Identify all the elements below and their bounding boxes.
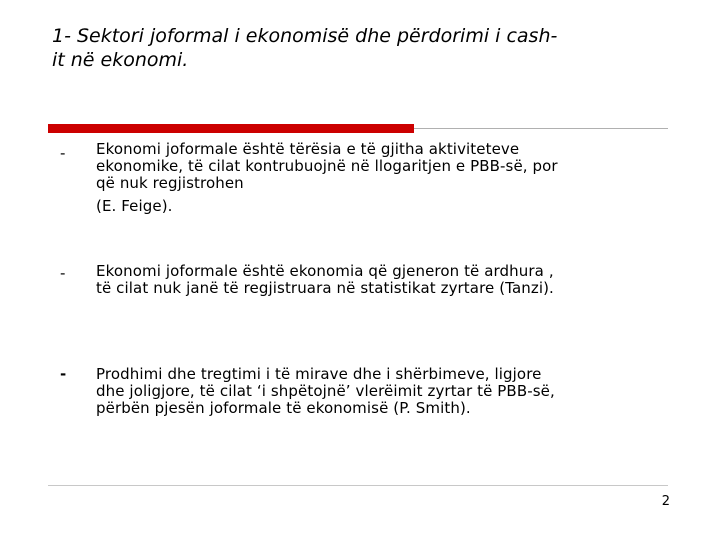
footer-divider: [48, 485, 668, 486]
definition-item-3: [96, 366, 686, 417]
item-3-line-2: dhe joligjore, të cilat ‘i shpëtojnë’ vlerëimit zyrtar të PBB-së,: [96, 382, 555, 400]
title-underline-gray: [414, 128, 668, 129]
item-2-line-1: Ekonomi joformale është ekonomia që gjeneron të ardhura ,: [96, 262, 554, 280]
definition-item-1: [96, 141, 686, 215]
slide-title: [52, 24, 682, 72]
bullet-dash-3: -: [60, 365, 67, 383]
item-2-line-2: të cilat nuk janë të regjistruara në statistikat zyrtare (Tanzi).: [96, 279, 554, 297]
page-number: 2: [661, 494, 670, 509]
title-line-2: it në ekonomi.: [52, 49, 189, 71]
bullet-dash-1: -: [60, 144, 66, 162]
item-1-line-2: ekonomike, të cilat kontrubuojnë në llogaritjen e PBB-së, por: [96, 157, 558, 175]
item-3-line-1: Prodhimi dhe tregtimi i të mirave dhe i shërbimeve, ligjore: [96, 365, 542, 383]
item-1-line-1: Ekonomi joformale është tërësia e të gjitha aktiviteteve: [96, 140, 520, 158]
title-underline-red: [48, 124, 414, 133]
bullet-dash-2: -: [60, 264, 66, 282]
item-1-line-3: që nuk regjistrohen: [96, 174, 244, 192]
item-1-citation: (E. Feige).: [96, 197, 173, 215]
title-line-1: 1- Sektori joformal i ekonomisë dhe përdorimi i cash-: [52, 25, 558, 47]
definition-item-2: [96, 263, 686, 297]
item-3-line-3: përbën pjesën joformale të ekonomisë (P. Smith).: [96, 399, 471, 417]
